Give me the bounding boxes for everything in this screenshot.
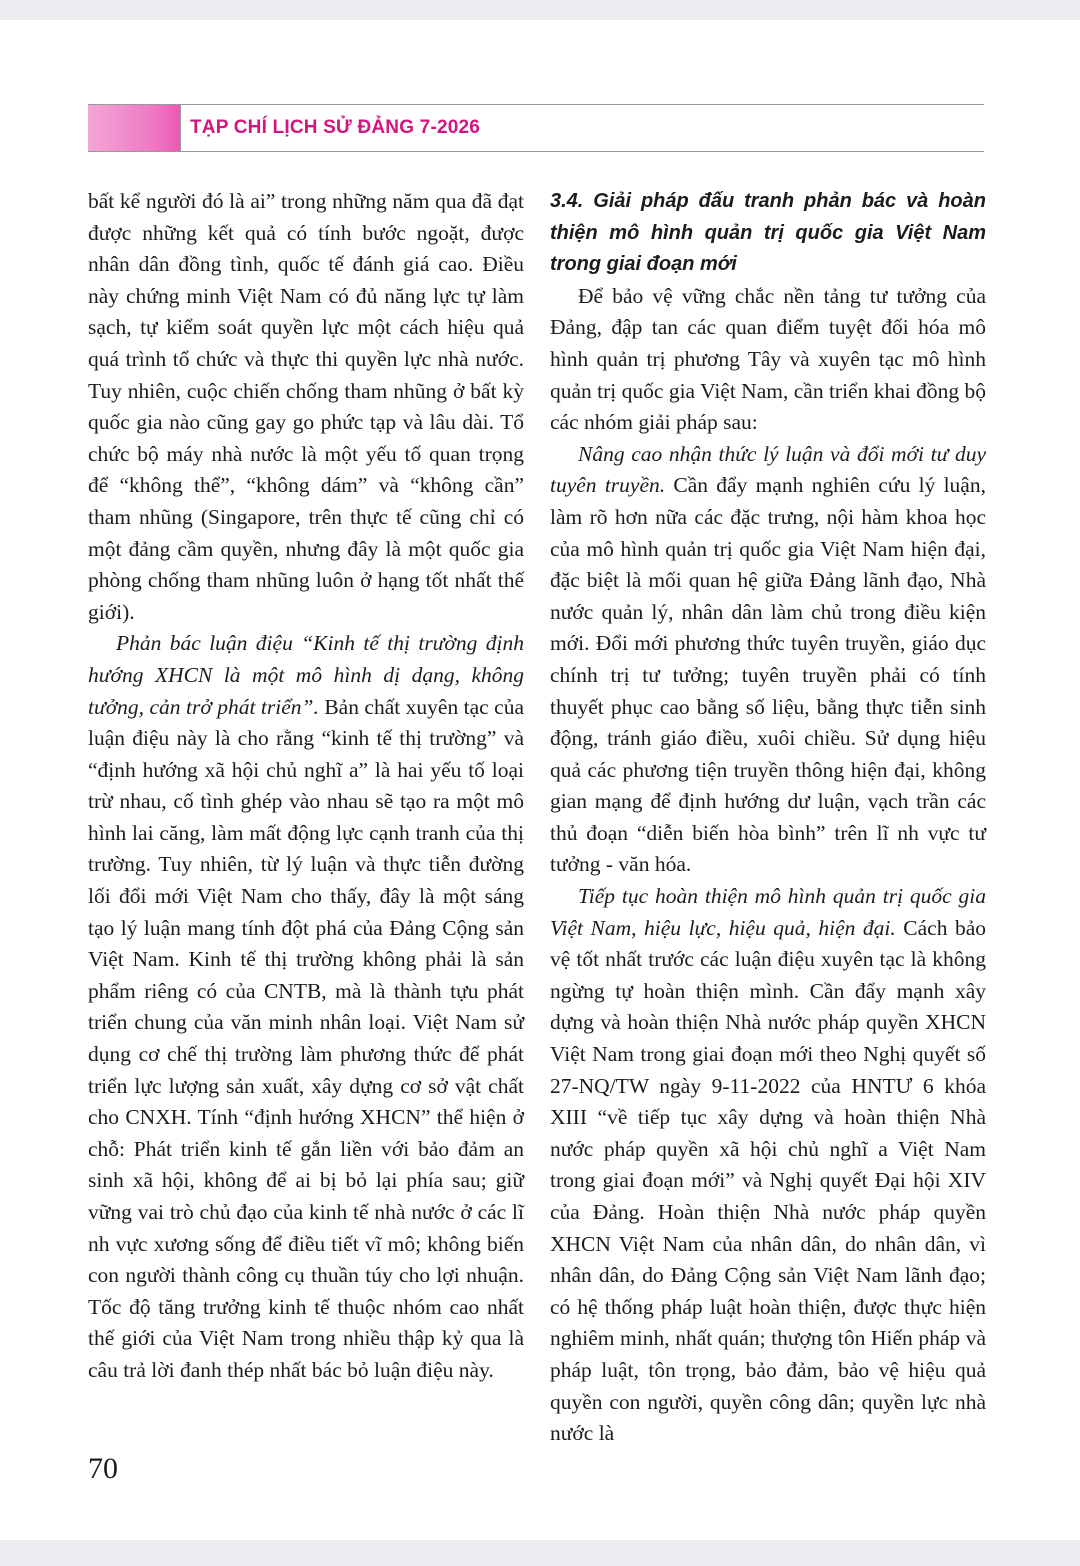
running-header xyxy=(88,104,984,152)
header-color-block xyxy=(88,105,180,151)
paragraph-awareness xyxy=(550,439,986,881)
paragraph-governance-model xyxy=(550,881,986,1450)
paragraph-lead-italic: Nâng cao nhận thức lý luận và đổi mới tư duy tuyên truyền. xyxy=(550,441,986,498)
magazine-page xyxy=(0,20,1080,1540)
section-heading: 3.4. Giải pháp đấu tranh phản bác và hoàn thiện mô hình quản trị quốc gia Việt Nam trong giai đoạn mới xyxy=(550,190,986,276)
left-column xyxy=(88,186,524,1387)
paragraph-lead-italic: Tiếp tục hoàn thiện mô hình quản trị quốc gia Việt Nam, hiệu lực, hiệu quả, hiện đại. xyxy=(550,884,986,940)
right-column xyxy=(550,186,986,1450)
page-number: 70 xyxy=(88,1452,118,1485)
paragraph-lead-italic: Phản bác luận điệu “Kinh tế thị trường định hướng XHCN là một mô hình dị dạng, không tưởng, cản trở phát triển”. xyxy=(88,631,524,719)
journal-title: TẠP CHÍ LỊCH SỬ ĐẢNG 7-2026 xyxy=(190,117,481,138)
header-divider xyxy=(180,105,181,151)
paragraph-body: Cần đẩy mạnh nghiên cứu lý luận, làm rõ hơn nữa các đặc trưng, nội hàm khoa học của mô hình quản trị quốc gia Việt Nam hiện đại, đặc biệt là mối quan hệ giữa Đảng lãnh đạo, Nhà nước quản lý, nhân dân làm chủ trong điều kiện mới. Đổi mới phương thức tuyên truyền, giáo dục chính trị tư tưởng; tuyên truyền phải có tính thuyết phục cao bằng số liệu, bằng thực tiễn sinh động, tránh giáo điều, xuôi chiều. Sử dụng hiệu quả các phương tiện truyền thông hiện đại, không gian mạng để định hướng dư luận, vạch trần các thủ đoạn “diễn biến hòa bình” trên lĩ nh vực tư tưởng - văn hóa. xyxy=(550,473,986,877)
paragraph-body: Cách bảo vệ tốt nhất trước các luận điệu xuyên tạc là không ngừng tự hoàn thiện mình. Cần đẩy mạnh xây dựng và hoàn thiện Nhà nước pháp quyền XHCN Việt Nam trong giai đoạn mới theo Nghị quyết số 27-NQ/TW ngày 9-11-2022 của HNTƯ 6 khóa XIII “về tiếp tục xây dựng và hoàn thiện Nhà nước pháp quyền xã hội chủ nghĩ a Việt Nam trong giai đoạn mới” và Nghị quyết Đại hội XIV của Đảng. Hoàn thiện Nhà nước pháp quyền XHCN Việt Nam của nhân dân, do nhân dân, vì nhân dân, do Đảng Cộng sản Việt Nam lãnh đạo; có hệ thống pháp luật hoàn thiện, được thực hiện nghiêm minh, nhất quán; thượng tôn Hiến pháp và pháp luật, tôn trọng, bảo đảm, bảo vệ hiệu quả quyền con người, quyền công dân; quyền lực nhà nước là xyxy=(550,915,986,1446)
paragraph-continuation: bất kể người đó là ai” trong những năm qua đã đạt được những kết quả có tính bước ngoặt, được nhân dân đồng tình, quốc tế đánh giá cao. Điều này chứng minh Việt Nam có đủ năng lực tự làm sạch, tự kiểm soát quyền lực một cách hiệu quả quá trình tổ chức và thực thi quyền lực nhà nước. Tuy nhiên, cuộc chiến chống tham nhũng ở bất kỳ quốc gia nào cũng gay go phức tạp và lâu dài. Tổ chức bộ máy nhà nước là một yếu tố quan trọng để “không thể”, “không dám” và “không cần” tham nhũng (Singapore, trên thực tế cũng chỉ có một đảng cầm quyền, nhưng đây là một quốc gia phòng chống tham nhũng luôn ở hạng tốt nhất thế giới). xyxy=(88,189,524,624)
paragraph-rebuttal-market-economy xyxy=(88,628,524,1386)
paragraph-body: Bản chất xuyên tạc của luận điệu này là cho rằng “kinh tế thị trường” và “định hướng xã hội chủ nghĩ a” là hai yếu tố loại trừ nhau, cố tình ghép vào nhau sẽ tạo ra một mô hình lai căng, làm mất động lực cạnh tranh của thị trường. Tuy nhiên, từ lý luận và thực tiễn đường lối đổi mới Việt Nam cho thấy, đây là một sáng tạo lý luận mang tính đột phá của Đảng Cộng sản Việt Nam. Kinh tế thị trường không phải là sản phẩm riêng có của CNTB, mà là thành tựu phát triển chung của văn minh nhân loại. Việt Nam sử dụng cơ chế thị trường làm phương thức để phát triển lực lượng sản xuất, xây dựng cơ sở vật chất cho CNXH. Tính “định hướng XHCN” thể hiện ở chỗ: Phát triển kinh tế gắn liền với bảo đảm an sinh xã hội, không để ai bị bỏ lại phía sau; giữ vững vai trò chủ đạo của kinh tế nhà nước ở các lĩ nh vực xương sống để điều tiết vĩ mô; không biến con người thành công cụ thuần túy cho lợi nhuận. Tốc độ tăng trưởng kinh tế thuộc nhóm cao nhất thế giới của Việt Nam trong nhiều thập kỷ qua là câu trả lời đanh thép nhất bác bỏ luận điệu này. xyxy=(88,694,524,1382)
paragraph-intro: Để bảo vệ vững chắc nền tảng tư tưởng của Đảng, đập tan các quan điểm tuyệt đối hóa mô hình quản trị phương Tây và xuyên tạc mô hình quản trị quốc gia Việt Nam, cần triển khai đồng bộ các nhóm giải pháp sau: xyxy=(550,283,986,435)
